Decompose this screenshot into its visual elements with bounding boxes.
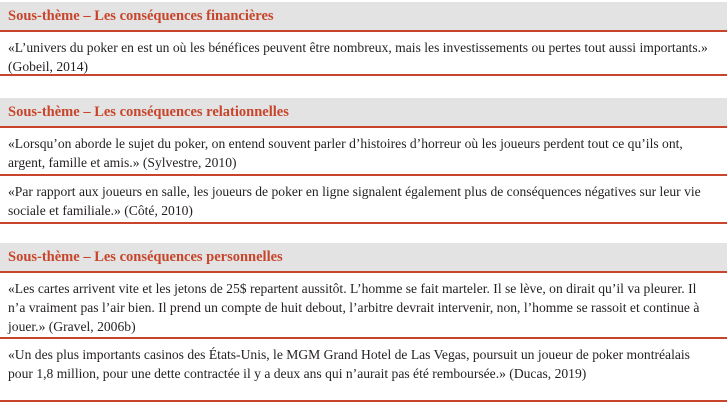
section-title: Sous-thème – Les conséquences financières (0, 2, 727, 32)
section-personal (0, 243, 727, 402)
quote-item: «Les cartes arrivent vite et les jetons de 25$ repartent aussitôt. L’homme se fait marteler. Il se lève, on dirait qu’il va pleurer. Il n’a vraiment pas l’air bien. Il prend un compte de huit debout, l’arbitre devrait intervenir, non, l’homme se rassoit et continue à jouer.» (Gravel, 2006b) (0, 273, 727, 339)
section-financial (0, 2, 727, 76)
quote-item: «Par rapport aux joueurs en salle, les joueurs de poker en ligne signalent également plus de conséquences négatives sur leur vie sociale et familiale.» (Côté, 2010) (0, 176, 727, 224)
section-title: Sous-thème – Les conséquences personnelles (0, 243, 727, 273)
quote-item: «L’univers du poker en est un où les bénéfices peuvent être nombreux, mais les investissements ou pertes tout aussi importants.» (Gobeil, 2014) (0, 32, 727, 76)
quote-item: «Lorsqu’on aborde le sujet du poker, on entend souvent parler d’histoires d’horreur où les joueurs perdent tout ce qu’ils ont, argent, famille et amis.» (Sylvestre, 2010) (0, 128, 727, 176)
section-relational (0, 98, 727, 224)
section-title: Sous-thème – Les conséquences relationnelles (0, 98, 727, 128)
quote-item: «Un des plus importants casinos des États-Unis, le MGM Grand Hotel de Las Vegas, poursuit un joueur de poker montréalais pour 1,8 million, pour une dette contractée il y a deux ans qui n’aurait pas été remboursée.» (Ducas, 2019) (0, 339, 727, 402)
